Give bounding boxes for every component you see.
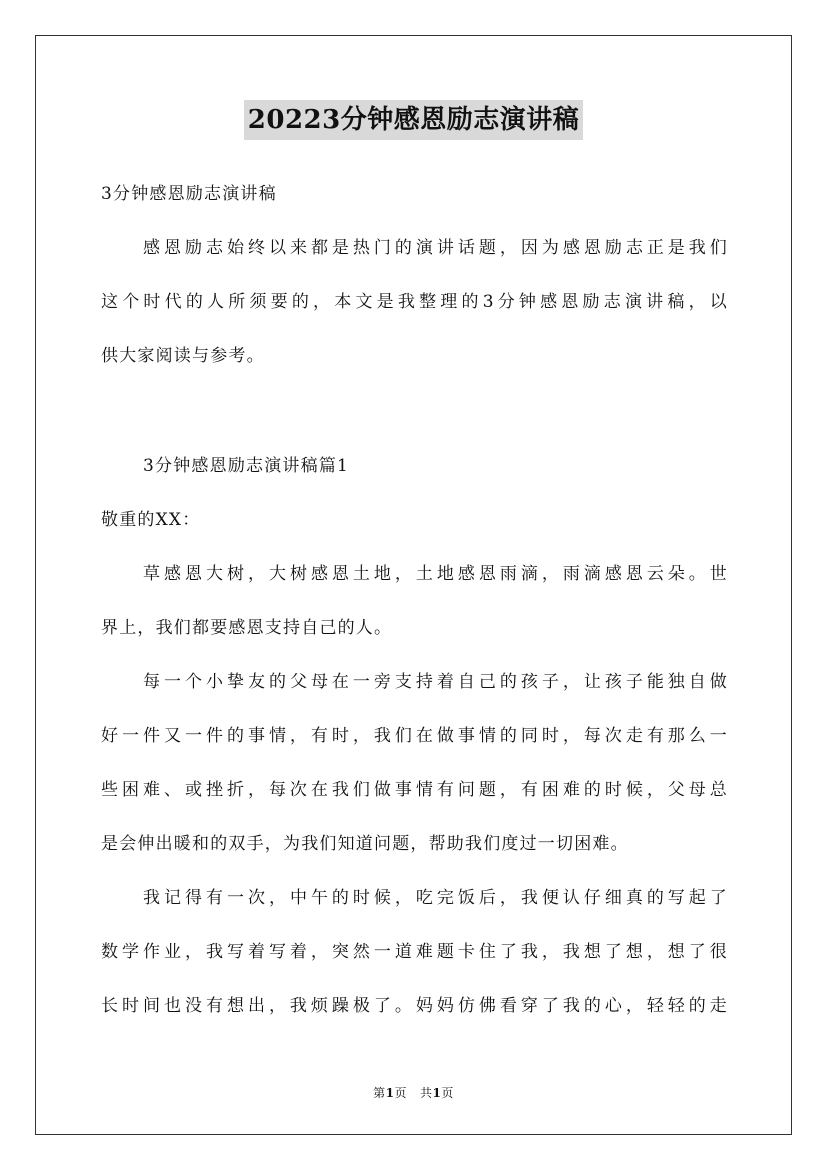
intro-line-2: 这个时代的人所须要的，本文是我整理的3分钟感恩励志演讲稿，以 — [101, 292, 728, 312]
total-pages: 1 — [432, 1086, 442, 1100]
title-container — [0, 100, 827, 140]
total-suffix: 页 — [441, 1086, 454, 1100]
page-number: 1 — [385, 1086, 395, 1100]
paragraph2-line-2: 好一件又一件的事情，有时，我们在做事情的同时，每次走有那么一 — [101, 726, 728, 746]
paragraph2-line-1: 每一个小挚友的父母在一旁支持着自己的孩子，让孩子能独自做 — [143, 672, 728, 692]
paragraph1-line-1: 草感恩大树，大树感恩土地，土地感恩雨滴，雨滴感恩云朵。世 — [143, 564, 728, 584]
page-suffix: 页 — [394, 1086, 408, 1100]
paragraph2-line-4: 是会伸出暖和的双手，为我们知道问题，帮助我们度过一切困难。 — [101, 834, 629, 854]
paragraph2-line-3: 些困难、或挫折，每次在我们做事情有问题，有困难的时候，父母总 — [101, 780, 728, 800]
intro-line-1: 感恩励志始终以来都是热门的演讲话题，因为感恩励志正是我们 — [143, 238, 728, 258]
subtitle: 3分钟感恩励志演讲稿 — [101, 184, 277, 204]
paragraph1-line-2: 界上，我们都要感恩支持自己的人。 — [101, 618, 393, 638]
page-prefix: 第 — [373, 1086, 386, 1100]
page-footer — [0, 1084, 827, 1101]
total-prefix: 共 — [419, 1086, 433, 1100]
document-title: 20223分钟感恩励志演讲稿 — [244, 100, 583, 140]
salutation: 敬重的XX： — [101, 510, 201, 530]
paragraph3-line-1: 我记得有一次，中午的时候，吃完饭后，我便认仔细真的写起了 — [143, 888, 728, 908]
paragraph3-line-3: 长时间也没有想出，我烦躁极了。妈妈仿佛看穿了我的心，轻轻的走 — [101, 996, 728, 1016]
intro-line-3: 供大家阅读与参考。 — [101, 346, 265, 366]
section-heading: 3分钟感恩励志演讲稿篇1 — [143, 456, 350, 476]
paragraph3-line-2: 数学作业，我写着写着，突然一道难题卡住了我，我想了想，想了很 — [101, 942, 728, 962]
